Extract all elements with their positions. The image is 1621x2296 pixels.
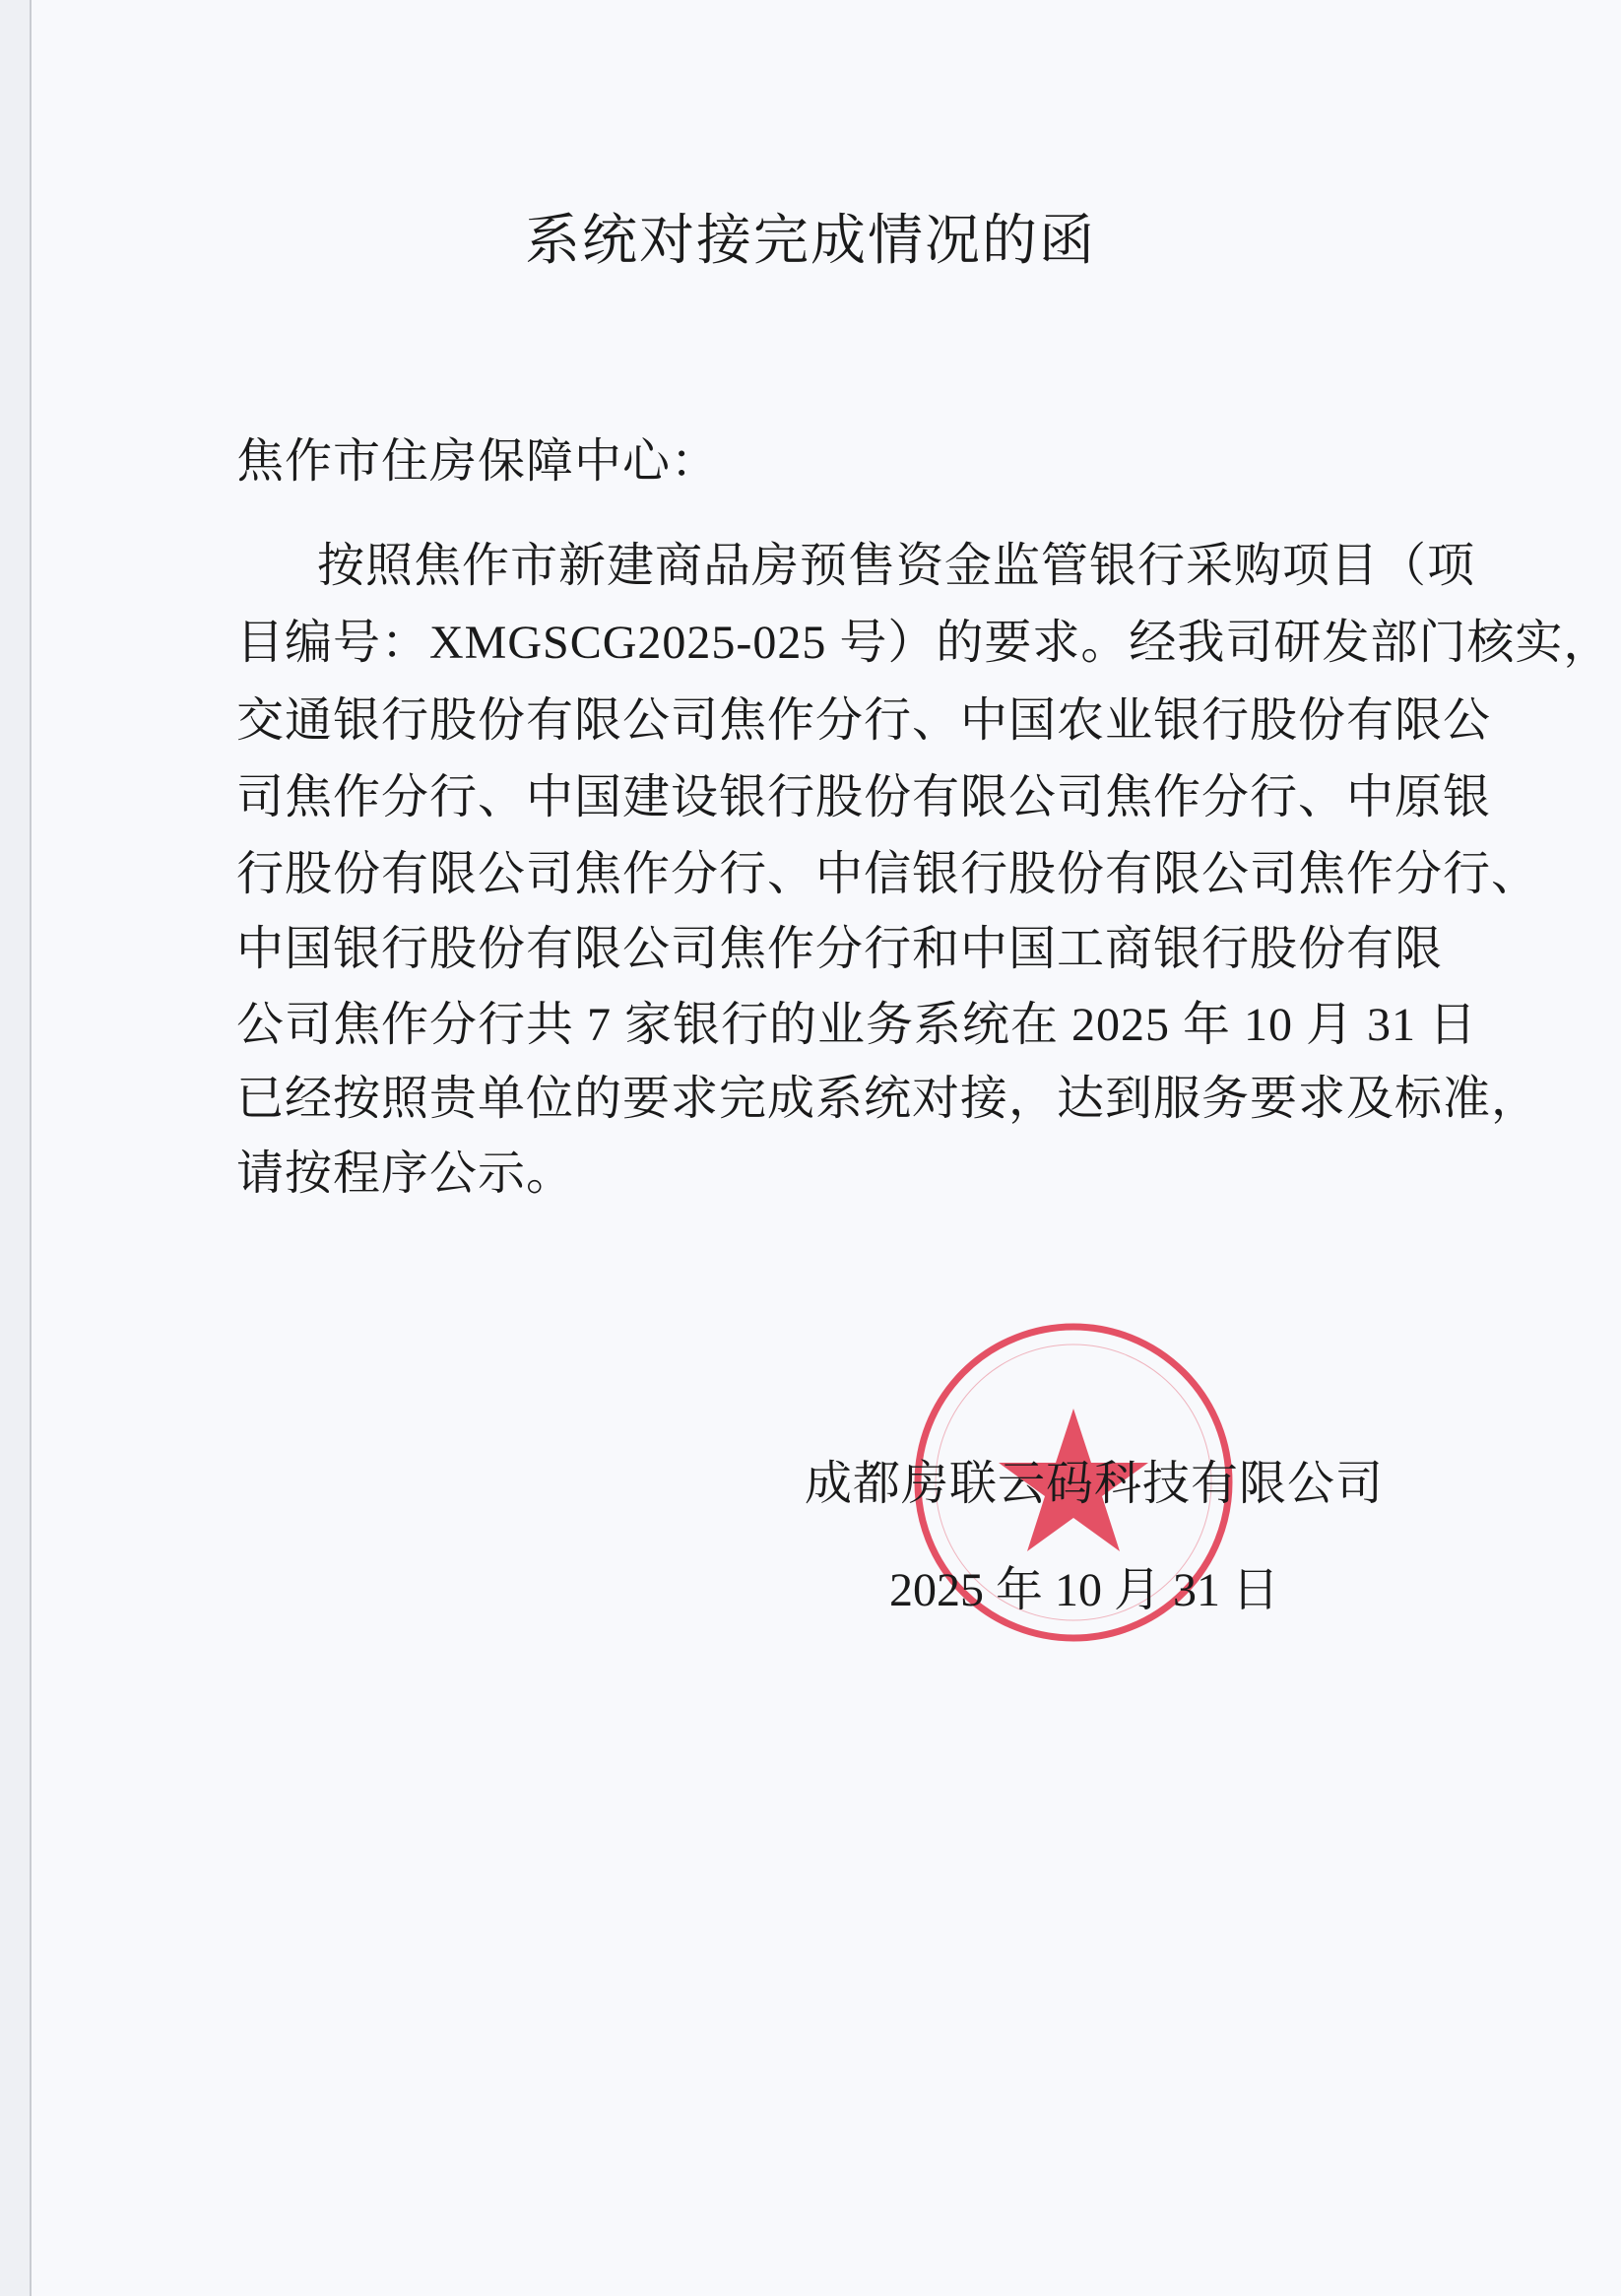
signature-date: 2025 年 10 月 31 日 [889,1564,1280,1616]
scan-margin [0,0,30,2296]
signature-company: 成都房联云码科技有限公司 [805,1458,1385,1510]
page-edge-line [30,0,32,2296]
body-line: 行股份有限公司焦作分行、中信银行股份有限公司焦作分行、 [236,848,1540,900]
body-line: 交通银行股份有限公司焦作分行、中国农业银行股份有限公 [236,694,1492,747]
body-line: 已经按照贵单位的要求完成系统对接，达到服务要求及标准， [236,1073,1540,1125]
body-line: 公司焦作分行共 7 家银行的业务系统在 2025 年 10 月 31 日 [236,999,1478,1051]
body-line: 请按程序公示。 [236,1148,575,1200]
body-line: 目编号：XMGSCG2025-025 号）的要求。经我司研发部门核实， [236,617,1612,669]
body-line: 司焦作分行、中国建设银行股份有限公司焦作分行、中原银 [236,771,1492,823]
body-line: 按照焦作市新建商品房预售资金监管银行采购项目（项 [317,540,1476,592]
body-line: 中国银行股份有限公司焦作分行和中国工商银行股份有限 [236,923,1444,975]
document-title: 系统对接完成情况的函 [525,211,1096,272]
recipient: 焦作市住房保障中心： [236,435,720,488]
